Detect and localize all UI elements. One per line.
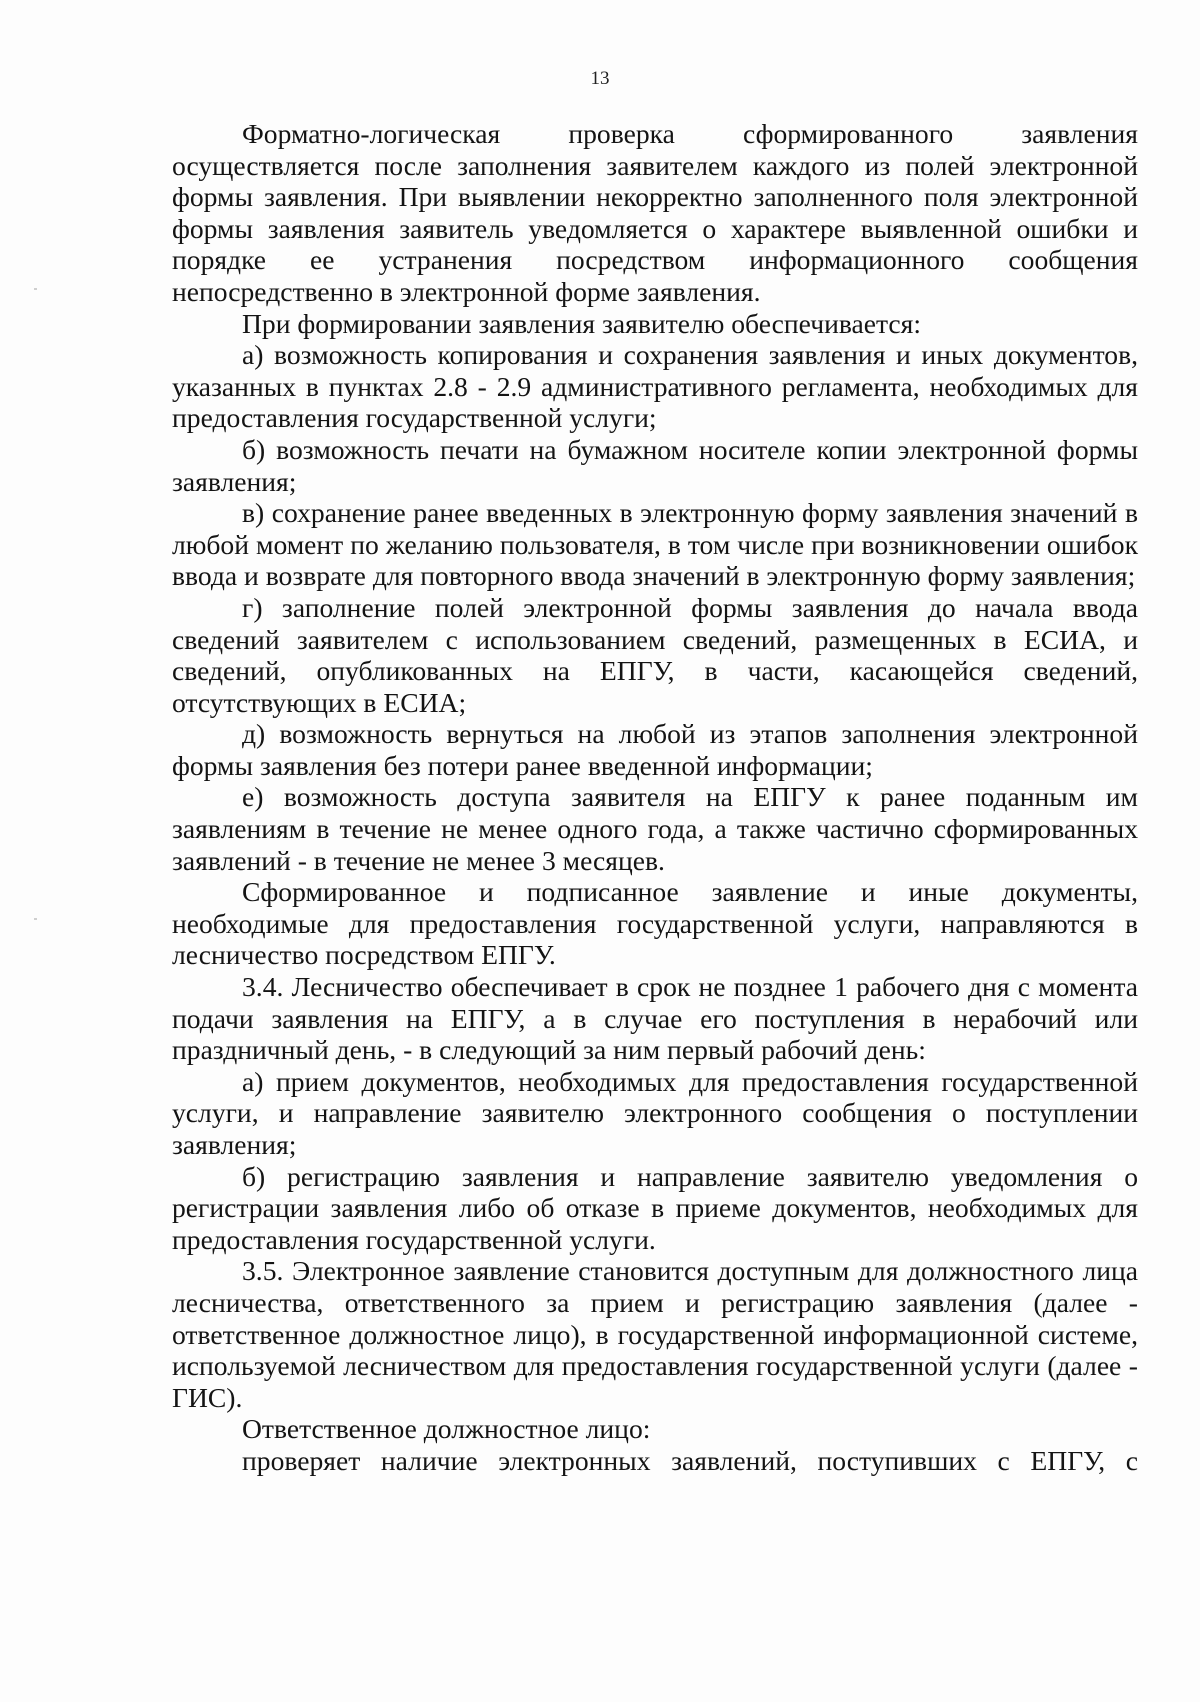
paragraph-item-d: д) возможность вернуться на любой из этапов заполнения электронной формы заявления без потери ранее введенной информации; <box>172 718 1138 781</box>
document-body <box>172 118 1138 1477</box>
paragraph-section-3-4: 3.4. Лесничество обеспечивает в срок не позднее 1 рабочего дня с момента подачи заявления на ЕПГУ, а в случае его поступления в нерабочий или праздничный день, - в следующий за ним первый рабочий день: <box>172 971 1138 1066</box>
scan-mark <box>34 918 37 920</box>
paragraph-3-4-item-a: а) прием документов, необходимых для предоставления государственной услуги, и направление заявителю электронного сообщения о поступлении заявления; <box>172 1065 1138 1160</box>
paragraph-item-a: а) возможность копирования и сохранения заявления и иных документов, указанных в пунктах 2.8 - 2.9 административного регламента, необходимых для предоставления государственной услуги; <box>172 339 1138 434</box>
paragraph-item-v: в) сохранение ранее введенных в электронную форму заявления значений в любой момент по желанию пользователя, в том числе при возникновении ошибок ввода и возврате для повторного ввода значений в электронную форму заявления; <box>172 497 1138 592</box>
paragraph-item-g: г) заполнение полей электронной формы заявления до начала ввода сведений заявителем с использованием сведений, размещенных в ЕСИА, и сведений, опубликованных на ЕПГУ, в части, касающейся сведений, отсутствующих в ЕСИА; <box>172 591 1138 718</box>
paragraph-item-b: б) возможность печати на бумажном носителе копии электронной формы заявления; <box>172 433 1138 497</box>
paragraph-signed-application: Сформированное и подписанное заявление и иные документы, необходимые для предоставления государственной услуги, направляются в лесничество посредством ЕПГУ. <box>172 876 1138 971</box>
paragraph-official-intro: Ответственное должностное лицо: <box>242 1413 651 1445</box>
scan-mark <box>34 288 37 290</box>
paragraph-3-4-item-b: б) регистрацию заявления и направление заявителю уведомления о регистрации заявления либо об отказе в приеме документов, необходимых для предоставления государственной услуги. <box>172 1160 1138 1255</box>
paragraph-provided-intro: При формировании заявления заявителю обеспечивается: <box>242 307 922 339</box>
paragraph-section-3-5: 3.5. Электронное заявление становится доступным для должностного лица лесничества, ответственного за прием и регистрацию заявления (далее - ответственное должностное лицо), в государственной информационной системе, используемой лесничеством для предоставления государственной услуги (далее - ГИС). <box>172 1255 1138 1413</box>
page-number: 13 <box>590 68 610 89</box>
paragraph-official-checks: проверяет наличие электронных заявлений, поступивших с ЕПГУ, с <box>242 1444 1138 1476</box>
paragraph-item-e: е) возможность доступа заявителя на ЕПГУ к ранее поданным им заявлениям в течение не менее одного года, а также частично сформированных заявлений - в течение не менее 3 месяцев. <box>172 781 1138 876</box>
paragraph-format-check: Форматно-логическая проверка сформированного заявления осуществляется после заполнения заявителем каждого из полей электронной формы заявления. При выявлении некорректно заполненного поля электронной формы заявления заявитель уведомляется о характере выявленной ошибки и порядке ее устранения посредством информационного сообщения непосредственно в электронной форме заявления. <box>172 118 1138 307</box>
